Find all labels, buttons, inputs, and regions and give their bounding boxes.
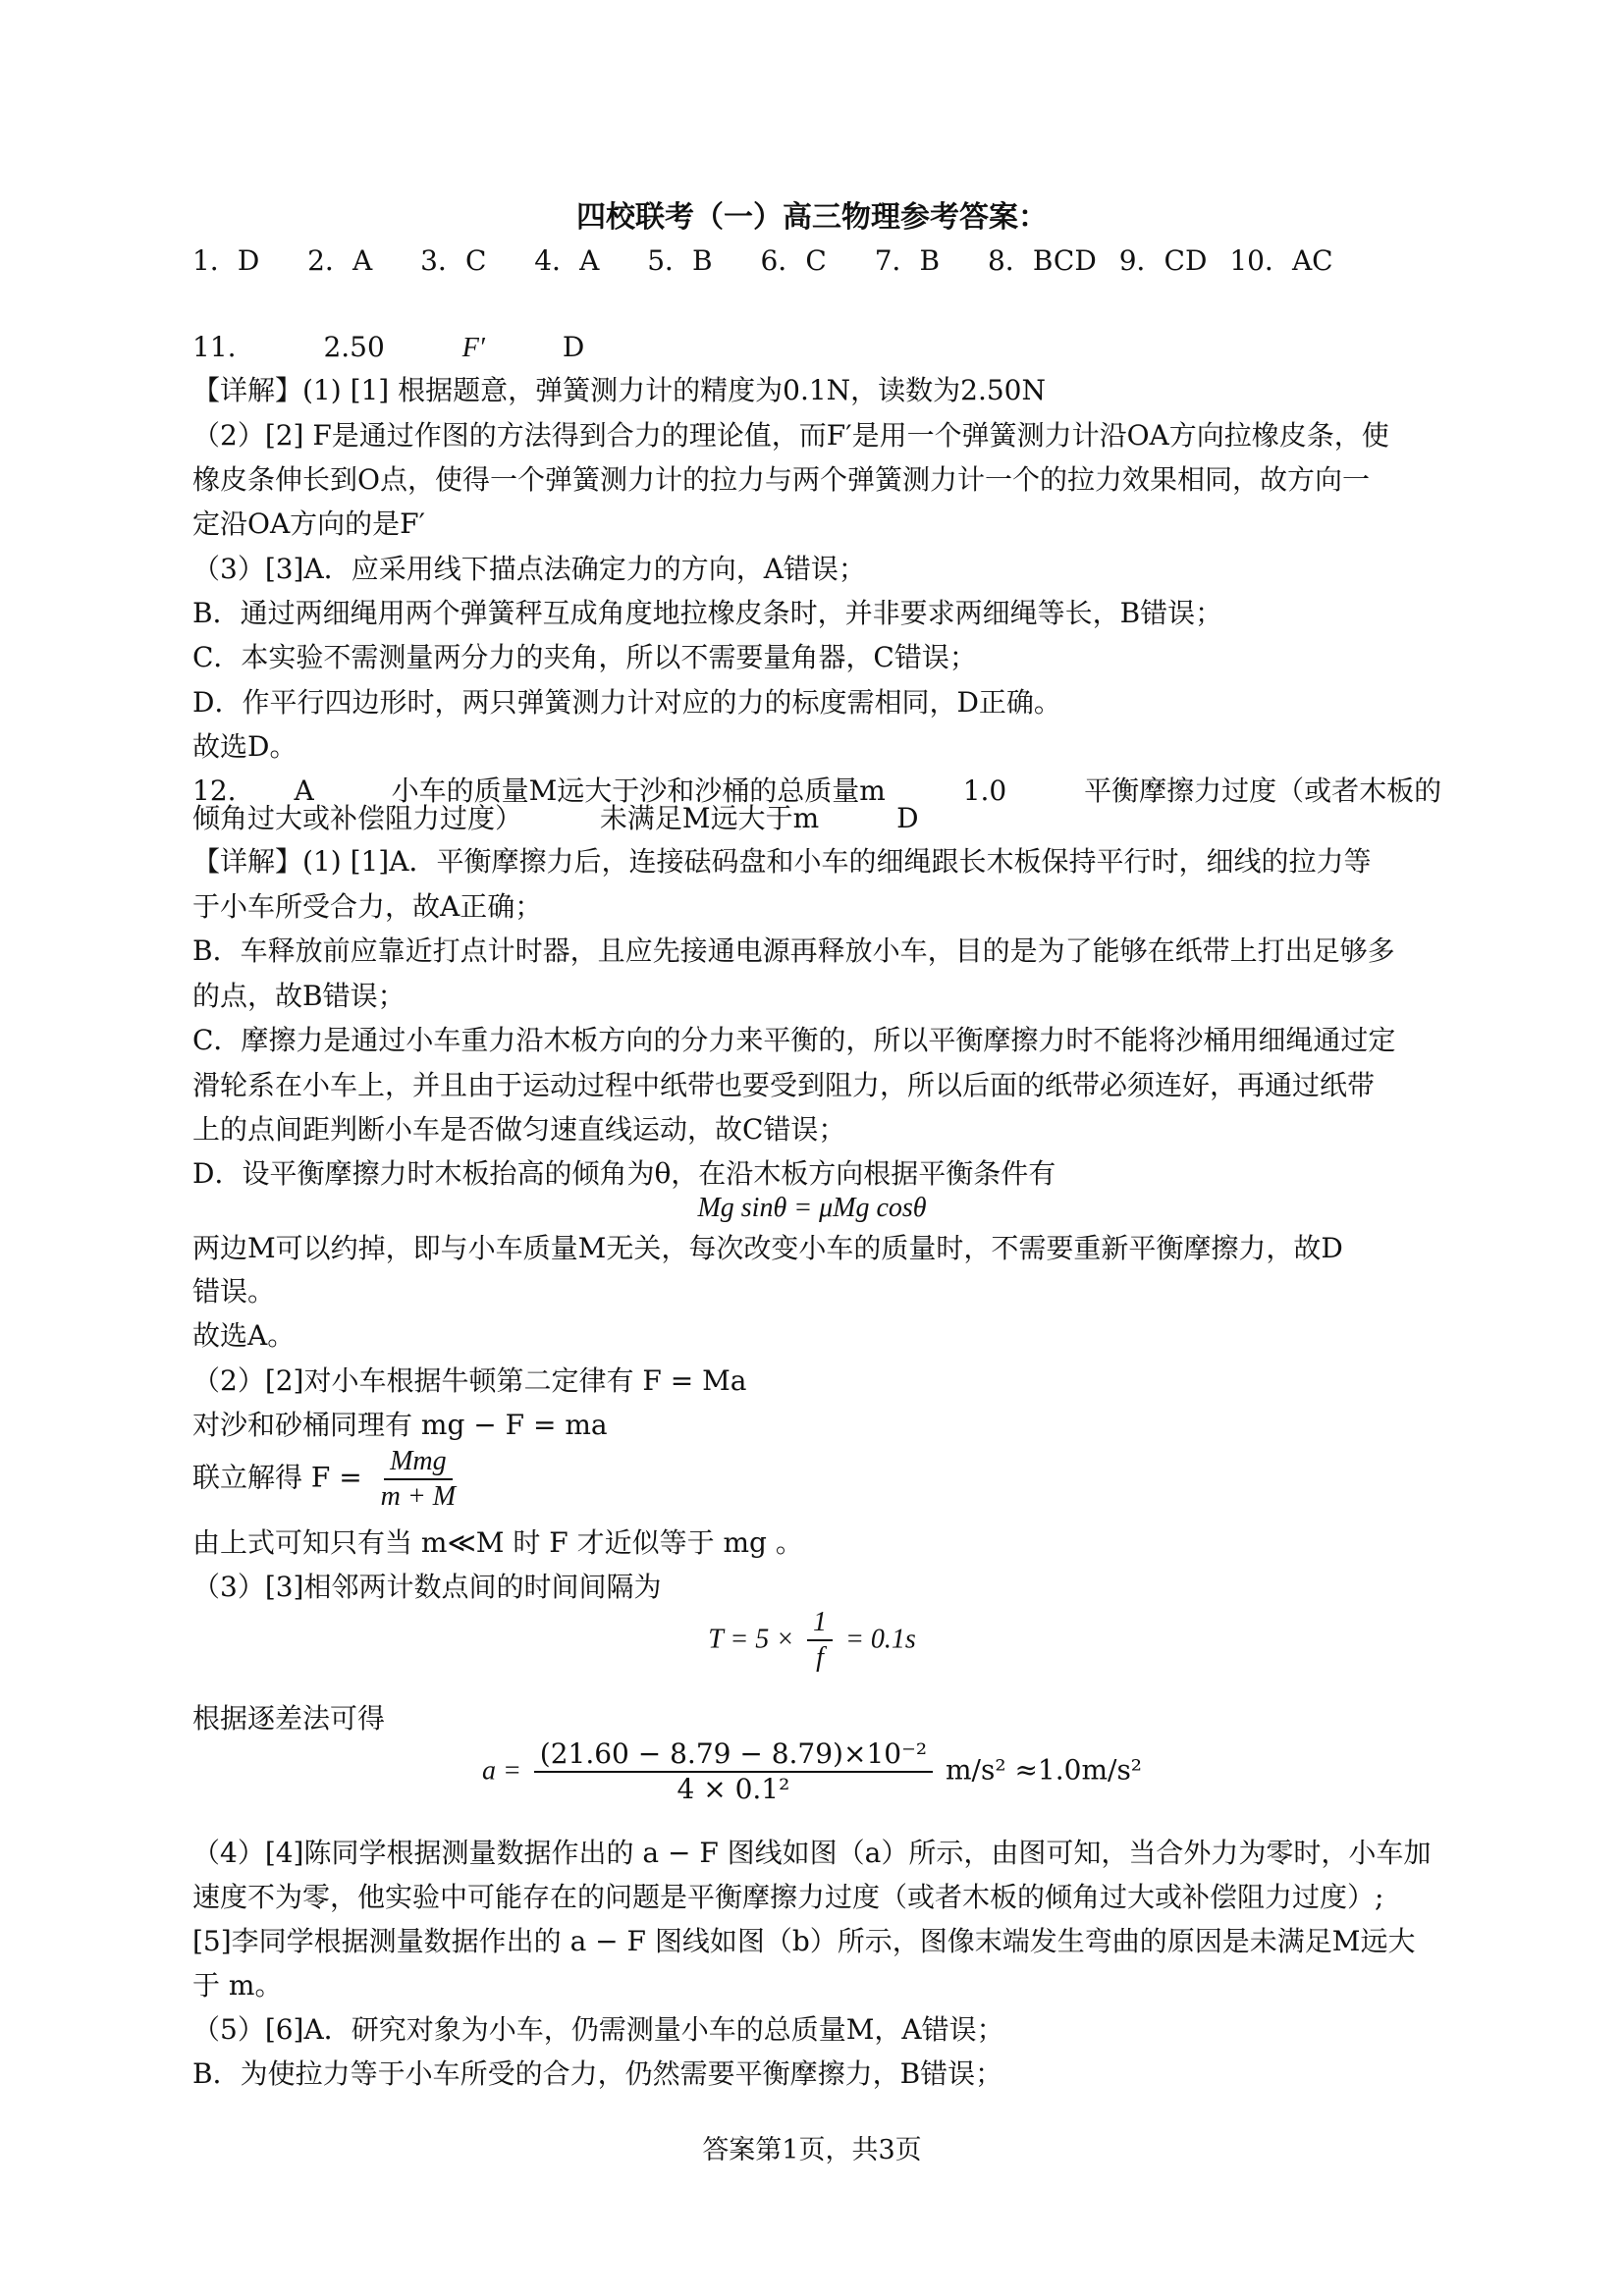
q11-line-4: 定沿OA方向的是F′	[192, 507, 425, 540]
answer-6: 6．C	[760, 244, 827, 277]
q12-line-19: 速度不为零，他实验中可能存在的问题是平衡摩擦力过度（或者木板的倾角过大或补偿阻力过度）;	[192, 1881, 1384, 1913]
q12-line-18: （4）[4]陈同学根据测量数据作出的 a − F 图线如图（a）所示，由图可知，当合外力为零时，小车加	[192, 1837, 1432, 1869]
answer-8: 8．BCD	[988, 244, 1097, 277]
q11-answer-3: D	[562, 331, 585, 363]
q12-line-8: D．设平衡摩擦力时木板抬高的倾角为θ，在沿木板方向根据平衡条件有	[192, 1157, 1056, 1190]
q12-answer-6: D	[896, 802, 919, 834]
q12-line-22: （5）[6]A．研究对象为小车，仍需测量小车的总质量M，A错误；	[192, 2013, 1004, 2046]
choice-answers	[192, 243, 1333, 279]
answer-9: 9．CD	[1118, 244, 1208, 277]
q11-line-2: （2）[2] F是通过作图的方法得到合力的理论值，而F′是用一个弹簧测力计沿OA方向拉橡皮条，使	[192, 419, 1389, 452]
q12-line-1: 【详解】(1) [1]A．平衡摩擦力后，连接砝码盘和小车的细绳跟长木板保持平行时，细线的拉力等	[192, 845, 1372, 878]
equation-period: T = 5 × $\frac{1}{f}$ = 0.1s	[708, 1607, 916, 1673]
q11-number: 11.	[192, 331, 237, 363]
q12-answers-cont	[192, 801, 919, 836]
q12-line-15: 由上式可知只有当 m≪M 时 F 才近似等于 mg 。	[192, 1526, 803, 1559]
page-footer: 答案第1页，共3页	[702, 2135, 922, 2165]
q11-line-5: （3）[3]A．应采用线下描点法确定力的方向，A错误；	[192, 553, 866, 585]
q12-line-21: 于 m。	[192, 1969, 283, 2002]
answer-1: 1．D	[192, 244, 260, 277]
q12-line-17: 根据逐差法可得	[192, 1702, 386, 1735]
q12-answer-3: 1.0	[962, 774, 1007, 807]
fraction-force: $\frac{\text{Mmg}}{m + M}$	[380, 1446, 457, 1512]
answer-5: 5．B	[647, 244, 713, 277]
q12-line-7: 上的点间距判断小车是否做匀速直线运动，故C错误；	[192, 1113, 846, 1146]
q12-line-23: B．为使拉力等于小车所受的合力，仍然需要平衡摩擦力，B错误；	[192, 2057, 1003, 2090]
q11-answer-1: 2.50	[323, 331, 385, 363]
equation-friction: Mg sinθ = μMg cosθ	[697, 1193, 927, 1223]
q12-line-12: （2）[2]对小车根据牛顿第二定律有 F = Ma	[192, 1364, 747, 1397]
q12-line-5: C．摩擦力是通过小车重力沿木板方向的分力来平衡的，所以平衡摩擦力时不能将沙桶用细绳通过定	[192, 1024, 1396, 1056]
q12-line-3: B．车释放前应靠近打点计时器，且应先接通电源再释放小车，目的是为了能够在纸带上打出足够多	[192, 934, 1395, 967]
q12-number: 12.	[192, 774, 237, 807]
q12-line-4: 的点，故B错误；	[192, 980, 406, 1012]
answer-4: 4．A	[534, 244, 600, 277]
q12-line-11: 故选A。	[192, 1319, 296, 1352]
answer-2: 2．A	[307, 244, 373, 277]
q12-line-10: 错误。	[192, 1275, 276, 1308]
q12-line-16: （3）[3]相邻两计数点间的时间间隔为	[192, 1571, 662, 1603]
q12-answer-4-cont: 倾角过大或补偿阻力过度）	[192, 802, 523, 834]
q11-line-9: 故选D。	[192, 730, 298, 763]
answer-7: 7．B	[874, 244, 941, 277]
q12-line-9: 两边M可以约掉，即与小车质量M无关，每次改变小车的质量时，不需要重新平衡摩擦力，故D	[192, 1232, 1343, 1264]
q12-line-2: 于小车所受合力，故A正确；	[192, 890, 543, 923]
q11-line-3: 橡皮条伸长到O点，使得一个弹簧测力计的拉力与两个弹簧测力计一个的拉力效果相同，故方向一	[192, 463, 1370, 496]
q11-line-1: 【详解】(1) [1] 根据题意，弹簧测力计的精度为0.1N，读数为2.50N	[192, 374, 1047, 406]
equation-acceleration: a = $\frac{\text{(21.60 − 8.79 − 8.79)×10⁻²}}{\text{4 × 0.1²}}$ m/s² ≈1.0m/s²	[481, 1737, 1143, 1805]
q12-answer-4: 平衡摩擦力过度（或者木板的	[1084, 774, 1442, 807]
q12-line-20: [5]李同学根据测量数据作出的 a − F 图线如图（b）所示，图像末端发生弯曲的原因是未满足M远大	[192, 1925, 1416, 1957]
q12-answer-2: 小车的质量M远大于沙和沙桶的总质量m	[391, 774, 886, 807]
answer-3: 3．C	[420, 244, 487, 277]
q12-answer-5: 未满足M远大于m	[599, 802, 820, 834]
q12-line-13: 对沙和砂桶同理有 mg − F = ma	[192, 1409, 608, 1441]
q11-line-7: C．本实验不需测量两分力的夹角，所以不需要量角器，C错误；	[192, 641, 977, 673]
q11-answer-2: F′	[461, 333, 485, 363]
q12-line-14: 联立解得 F = $\frac{\text{Mmg}}{m + M}$	[192, 1445, 465, 1514]
page-title: 四校联考（一）高三物理参考答案：	[576, 200, 1048, 235]
q12-answer-1: A	[294, 774, 314, 807]
q12-line-6: 滑轮系在小车上，并且由于运动过程中纸带也要受到阻力，所以后面的纸带必须连好，再通过纸带	[192, 1069, 1376, 1101]
q11-line-6: B．通过两细绳用两个弹簧秤互成角度地拉橡皮条时，并非要求两细绳等长，B错误；	[192, 597, 1223, 629]
answer-10: 10．AC	[1229, 244, 1333, 277]
q11-answers	[192, 330, 584, 366]
q11-line-8: D．作平行四边形时，两只弹簧测力计对应的力的标度需相同，D正确。	[192, 686, 1061, 719]
